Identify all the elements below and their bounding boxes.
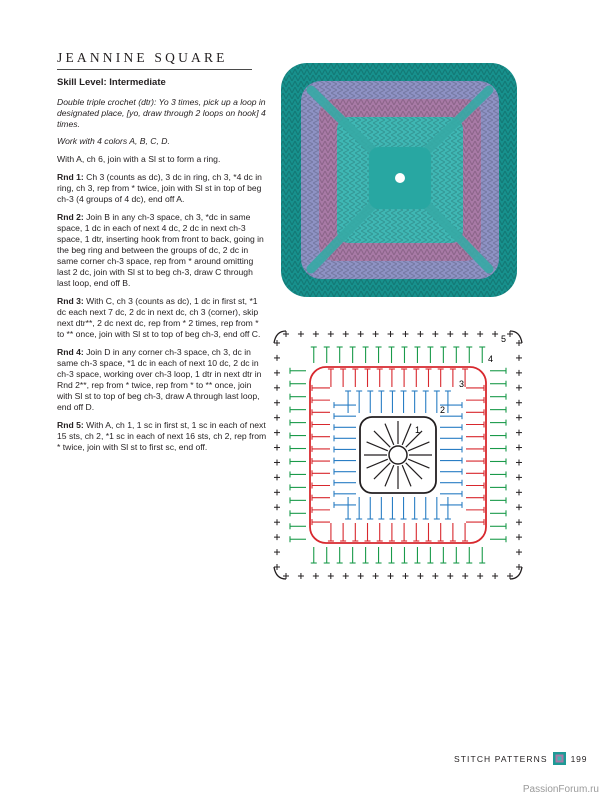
round-2 xyxy=(57,212,267,289)
round-1-stitch xyxy=(367,459,388,468)
round-1-stitch xyxy=(385,424,394,445)
crochet-square-icon xyxy=(553,752,566,765)
chart-label-1: 1 xyxy=(415,425,421,435)
round-1-stitch xyxy=(367,442,388,451)
round-text: With A, ch 1, 1 sc in first st, 1 sc in each of next 15 sts, ch 2, *1 sc in each of next 16 sts, ch 2, rep from * twice, join with Sl st to first sc, end off. xyxy=(57,420,267,452)
round-4 xyxy=(57,347,267,413)
round-1 xyxy=(57,172,267,205)
round-3 xyxy=(57,296,267,340)
crochet-square-photo xyxy=(277,57,522,302)
round-1-stitch xyxy=(374,431,390,447)
pattern-title: JEANNINE SQUARE xyxy=(57,50,228,65)
round-5-corner-chain xyxy=(274,331,286,343)
round-1-stitch xyxy=(406,463,422,479)
round-text: Join D in any corner ch-3 space, ch 3, dc in same ch-3 space, *1 dc in each of next 10 dc, 2 dc in ch-3 space, working over ch-3 loop, 1 dtr in next dtr in Rnd 2**, rep from * twice, rep from * to ** once, join with Sl st to top of beg ch-3, draw A through last loop, end off D. xyxy=(57,347,262,412)
round-1-stitch xyxy=(408,442,429,451)
round-text: With C, ch 3 (counts as dc), 1 dc in first st, *1 dc each next 7 dc, 2 dc in next dc, ch 3 (corner), skip next dtr**, 2 dc next dc, rep from * 2 times, rep from * to ** once, join with Sl st to top of beg ch-3, end off C. xyxy=(57,296,261,339)
watermark: PassionForum.ru xyxy=(522,784,599,795)
stitch-chart xyxy=(268,325,528,585)
stitch-definition: Double triple crochet (dtr): Yo 3 times, pick up a loop in designated place, [yo, draw through 2 loops on hook] 4 times. xyxy=(57,97,266,129)
chart-label-3: 3 xyxy=(459,379,465,389)
chart-label-5: 5 xyxy=(501,334,507,344)
page-footer xyxy=(454,752,587,765)
round-1-stitch xyxy=(408,459,429,468)
center-ring xyxy=(389,446,407,464)
round-label: Rnd 1: xyxy=(57,172,84,182)
round-5-corner-chain xyxy=(510,331,522,343)
round-text: Join B in any ch-3 space, ch 3, *dc in same space, 1 dc in each of next 4 dc, 2 dc in next ch-3 space, 1 dtr, inserting hook from front to back, going in the beg ring and between the groups of dc, 2 dc in same corner ch-3 space, rep from * around omitting last 2 dc, join with Sl st to beg ch-3, draw C through last loop, end off B. xyxy=(57,212,264,288)
skill-level: Skill Level: Intermediate xyxy=(57,77,166,88)
round-5-corner-chain xyxy=(510,567,522,579)
colors-note: Work with 4 colors A, B, C, D. xyxy=(57,136,170,146)
round-label: Rnd 4: xyxy=(57,347,84,357)
title-rule xyxy=(57,69,252,70)
round-1-stitch xyxy=(385,465,394,486)
round-label: Rnd 3: xyxy=(57,296,84,306)
round-1-stitch xyxy=(374,463,390,479)
round-text: Ch 3 (counts as dc), 3 dc in ring, ch 3, *4 dc in ring, ch 3, rep from * twice, join with Sl st in top of beg ch-3 (4 groups of 4 dc), end off A. xyxy=(57,172,262,204)
round-3-outline xyxy=(310,367,486,543)
round-label: Rnd 2: xyxy=(57,212,84,222)
foundation-instruction: With A, ch 6, join with a Sl st to form a ring. xyxy=(57,154,221,164)
round-5-corner-chain xyxy=(274,567,286,579)
round-5 xyxy=(57,420,267,453)
footer-section: STITCH PATTERNS xyxy=(454,753,548,764)
round-label: Rnd 5: xyxy=(57,420,84,430)
round-1-stitch xyxy=(402,424,411,445)
instructions xyxy=(57,97,267,460)
chart-label-2: 2 xyxy=(440,405,446,415)
page-number: 199 xyxy=(570,753,588,764)
round-1-stitch xyxy=(402,465,411,486)
chart-label-4: 4 xyxy=(488,354,494,364)
